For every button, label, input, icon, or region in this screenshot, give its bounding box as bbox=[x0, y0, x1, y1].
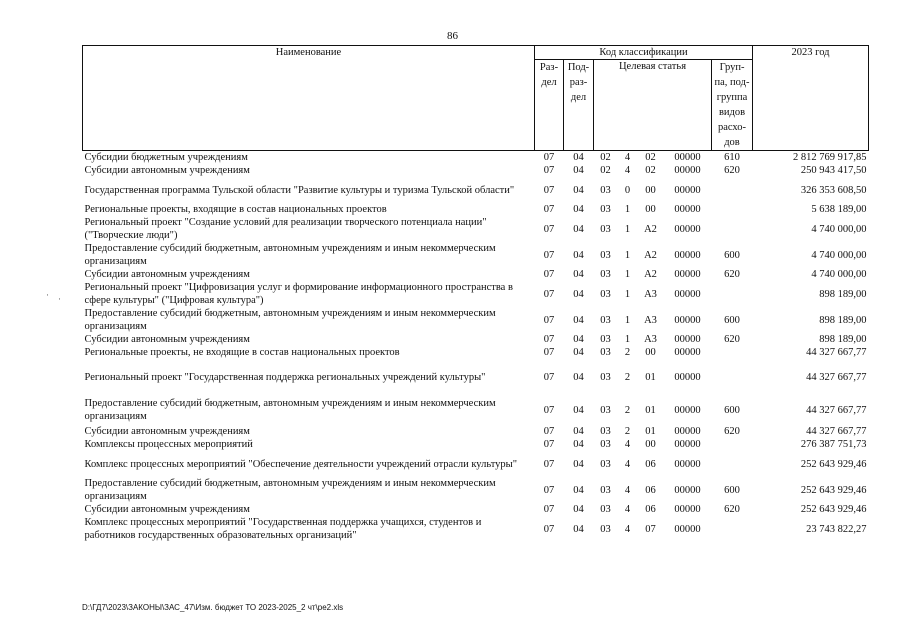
row-subprogram-code: 4 bbox=[624, 523, 631, 535]
row-event-code: А2 bbox=[644, 269, 657, 280]
row-podrazdel: 04 bbox=[573, 165, 584, 176]
row-program-code: 03 bbox=[600, 439, 611, 450]
header-name: Наименование bbox=[83, 46, 535, 151]
row-amount: 276 387 751,73 bbox=[800, 439, 867, 450]
row-expense-type: 620 bbox=[724, 426, 740, 437]
file-path-footer: D:\ГД7\2023\ЗАКОНЫ\ЗАС_47\Изм. бюджет ТО 2023-2025_2 чт\ре2.xls bbox=[82, 603, 344, 612]
row-direction-code: 00000 bbox=[674, 347, 701, 358]
table-row bbox=[83, 307, 869, 333]
row-program-code: 03 bbox=[600, 184, 611, 196]
row-program-code: 03 bbox=[600, 249, 611, 261]
row-subprogram-code: 4 bbox=[624, 439, 631, 450]
row-subprogram-code: 4 bbox=[624, 484, 631, 496]
row-subprogram-code: 0 bbox=[624, 184, 631, 196]
row-name: Субсидии бюджетным учреждениям bbox=[84, 152, 248, 163]
row-razdel: 07 bbox=[543, 371, 555, 383]
row-podrazdel: 04 bbox=[573, 184, 584, 196]
row-name: Предоставление субсидий бюджетным, автономным учреждениям и иным некоммерческим организациям bbox=[84, 243, 496, 267]
row-subprogram-code: 1 bbox=[624, 249, 631, 261]
header-podrazdel: Под- раз- дел bbox=[564, 60, 594, 151]
header-code: Код классификации bbox=[535, 46, 753, 60]
row-program-code: 03 bbox=[600, 371, 611, 383]
page-number: 86 bbox=[447, 30, 458, 42]
row-direction-code: 00000 bbox=[674, 165, 701, 176]
row-podrazdel: 04 bbox=[573, 504, 584, 515]
row-event-code: 06 bbox=[645, 484, 656, 496]
row-podrazdel: 04 bbox=[573, 334, 584, 345]
row-program-code: 03 bbox=[600, 347, 611, 358]
row-podrazdel: 04 bbox=[573, 404, 584, 416]
row-direction-code: 00000 bbox=[674, 269, 701, 280]
row-amount: 252 643 929,46 bbox=[800, 504, 867, 515]
row-name: Региональный проект "Цифровизация услуг и формирование информационного пространства в сфере культуры" ("Цифровая культура") bbox=[84, 282, 513, 306]
row-event-code: 00 bbox=[645, 184, 656, 196]
row-podrazdel: 04 bbox=[573, 439, 584, 450]
row-razdel: 07 bbox=[543, 152, 555, 163]
row-name: Субсидии автономным учреждениям bbox=[84, 165, 250, 176]
table-row bbox=[83, 242, 869, 268]
row-amount: 4 740 000,00 bbox=[811, 223, 867, 235]
row-name: Предоставление субсидий бюджетным, автономным учреждениям и иным некоммерческим организациям bbox=[84, 308, 496, 332]
row-direction-code: 00000 bbox=[674, 223, 701, 235]
row-direction-code: 00000 bbox=[674, 204, 701, 215]
row-program-code: 03 bbox=[600, 223, 611, 235]
row-program-code: 02 bbox=[600, 165, 611, 176]
row-direction-code: 00000 bbox=[674, 426, 701, 437]
row-razdel: 07 bbox=[543, 165, 555, 176]
row-subprogram-code: 4 bbox=[624, 504, 631, 515]
row-direction-code: 00000 bbox=[674, 458, 701, 470]
row-amount: 44 327 667,77 bbox=[806, 426, 867, 437]
row-amount: 252 643 929,46 bbox=[800, 484, 867, 496]
row-expense-type bbox=[712, 438, 753, 451]
row-razdel: 07 bbox=[543, 347, 555, 358]
row-razdel: 07 bbox=[543, 404, 555, 416]
row-name: Региональный проект "Государственная поддержка региональных учреждений культуры" bbox=[84, 371, 486, 383]
row-amount: 44 327 667,77 bbox=[806, 347, 867, 358]
row-subprogram-code: 1 bbox=[624, 223, 631, 235]
header-group: Груп- па, под- группа видов расхо- дов bbox=[712, 60, 753, 151]
row-razdel: 07 bbox=[543, 523, 555, 535]
row-podrazdel: 04 bbox=[573, 458, 584, 470]
row-subprogram-code: 1 bbox=[624, 334, 631, 345]
row-direction-code: 00000 bbox=[674, 404, 701, 416]
row-program-code: 03 bbox=[600, 484, 611, 496]
row-podrazdel: 04 bbox=[573, 223, 584, 235]
row-program-code: 03 bbox=[600, 269, 611, 280]
table-row bbox=[83, 395, 869, 425]
row-amount: 2 812 769 917,85 bbox=[793, 152, 867, 163]
row-direction-code: 00000 bbox=[674, 314, 701, 326]
row-name: Предоставление субсидий бюджетным, автономным учреждениям и иным некоммерческим организациям bbox=[84, 398, 496, 422]
row-name: Субсидии автономным учреждениям bbox=[84, 334, 250, 345]
row-razdel: 07 bbox=[543, 204, 555, 215]
row-name: Комплекс процессных мероприятий "Обеспечение деятельности учреждений отрасли культуры" bbox=[84, 458, 518, 470]
row-direction-code: 00000 bbox=[674, 371, 701, 383]
row-subprogram-code: 2 bbox=[624, 371, 631, 383]
row-expense-type bbox=[712, 451, 753, 477]
row-program-code: 02 bbox=[600, 152, 611, 163]
row-event-code: 01 bbox=[645, 371, 656, 383]
row-razdel: 07 bbox=[543, 484, 555, 496]
table-row bbox=[83, 177, 869, 203]
row-amount: 5 638 189,00 bbox=[811, 204, 867, 215]
row-expense-type: 620 bbox=[724, 165, 740, 176]
row-razdel: 07 bbox=[543, 439, 555, 450]
table-row bbox=[83, 503, 869, 516]
row-program-code: 03 bbox=[600, 504, 611, 515]
row-amount: 4 740 000,00 bbox=[811, 269, 867, 280]
table-row bbox=[83, 359, 869, 395]
row-name: Комплекс процессных мероприятий "Государственная поддержка учащихся, студентов и работников государственных образовательных организаций" bbox=[84, 517, 482, 541]
row-direction-code: 00000 bbox=[674, 504, 701, 515]
row-razdel: 07 bbox=[543, 504, 555, 515]
row-amount: 44 327 667,77 bbox=[806, 371, 867, 383]
row-amount: 898 189,00 bbox=[819, 314, 867, 326]
row-expense-type: 600 bbox=[724, 249, 740, 261]
row-name: Субсидии автономным учреждениям bbox=[84, 504, 250, 515]
row-program-code: 03 bbox=[600, 334, 611, 345]
row-expense-type: 600 bbox=[724, 314, 740, 326]
row-podrazdel: 04 bbox=[573, 314, 584, 326]
row-direction-code: 00000 bbox=[674, 484, 701, 496]
row-name: Предоставление субсидий бюджетным, автономным учреждениям и иным некоммерческим организациям bbox=[84, 478, 496, 502]
row-event-code: 01 bbox=[645, 404, 656, 416]
table-row bbox=[83, 438, 869, 451]
table-row bbox=[83, 425, 869, 438]
table-row bbox=[83, 203, 869, 216]
table-row bbox=[83, 516, 869, 542]
row-razdel: 07 bbox=[543, 249, 555, 261]
row-subprogram-code: 1 bbox=[624, 204, 631, 215]
budget-table bbox=[82, 45, 869, 542]
row-amount: 898 189,00 bbox=[819, 288, 867, 300]
row-podrazdel: 04 bbox=[573, 249, 584, 261]
row-event-code: А3 bbox=[644, 288, 657, 300]
row-event-code: 02 bbox=[645, 152, 656, 163]
table-row bbox=[83, 477, 869, 503]
row-podrazdel: 04 bbox=[573, 426, 584, 437]
table-row bbox=[83, 268, 869, 281]
table-row bbox=[83, 281, 869, 307]
row-razdel: 07 bbox=[543, 334, 555, 345]
row-program-code: 03 bbox=[600, 523, 611, 535]
row-razdel: 07 bbox=[543, 314, 555, 326]
row-program-code: 03 bbox=[600, 404, 611, 416]
table-row bbox=[83, 151, 869, 165]
row-program-code: 03 bbox=[600, 204, 611, 215]
row-amount: 44 327 667,77 bbox=[806, 404, 867, 416]
row-expense-type bbox=[712, 177, 753, 203]
row-direction-code: 00000 bbox=[674, 152, 701, 163]
row-podrazdel: 04 bbox=[573, 523, 584, 535]
header-razdel: Раз- дел bbox=[535, 60, 564, 151]
row-expense-type bbox=[712, 346, 753, 359]
table-row bbox=[83, 216, 869, 242]
row-event-code: А3 bbox=[644, 314, 657, 326]
row-subprogram-code: 4 bbox=[624, 152, 631, 163]
row-program-code: 03 bbox=[600, 426, 611, 437]
row-expense-type bbox=[712, 359, 753, 395]
row-razdel: 07 bbox=[543, 269, 555, 280]
row-direction-code: 00000 bbox=[674, 249, 701, 261]
row-event-code: 02 bbox=[645, 165, 656, 176]
row-amount: 23 743 822,27 bbox=[806, 523, 867, 535]
row-subprogram-code: 2 bbox=[624, 347, 631, 358]
row-direction-code: 00000 bbox=[674, 334, 701, 345]
row-event-code: А3 bbox=[644, 334, 657, 345]
row-name: Региональные проекты, входящие в состав национальных проектов bbox=[84, 204, 387, 215]
row-razdel: 07 bbox=[543, 288, 555, 300]
row-direction-code: 00000 bbox=[674, 288, 701, 300]
row-podrazdel: 04 bbox=[573, 204, 584, 215]
row-razdel: 07 bbox=[543, 426, 555, 437]
row-event-code: А2 bbox=[644, 223, 657, 235]
margin-mark: · bbox=[58, 294, 61, 304]
row-subprogram-code: 2 bbox=[624, 426, 631, 437]
row-name: Региональные проекты, не входящие в состав национальных проектов bbox=[84, 347, 400, 358]
row-program-code: 03 bbox=[600, 314, 611, 326]
header-year: 2023 год bbox=[753, 46, 869, 151]
row-amount: 252 643 929,46 bbox=[800, 458, 867, 470]
row-program-code: 03 bbox=[600, 288, 611, 300]
row-subprogram-code: 1 bbox=[624, 269, 631, 280]
row-event-code: 07 bbox=[645, 523, 656, 535]
row-direction-code: 00000 bbox=[674, 184, 701, 196]
row-podrazdel: 04 bbox=[573, 269, 584, 280]
row-expense-type: 620 bbox=[724, 269, 740, 280]
row-event-code: 06 bbox=[645, 458, 656, 470]
row-name: Государственная программа Тульской области "Развитие культуры и туризма Тульской области" bbox=[84, 184, 515, 196]
row-amount: 898 189,00 bbox=[819, 334, 867, 345]
row-amount: 4 740 000,00 bbox=[811, 249, 867, 261]
row-expense-type bbox=[712, 203, 753, 216]
row-podrazdel: 04 bbox=[573, 371, 584, 383]
row-name: Региональный проект "Создание условий для реализации творческого потенциала нации" ("Творческие люди") bbox=[84, 217, 487, 241]
row-podrazdel: 04 bbox=[573, 288, 584, 300]
row-razdel: 07 bbox=[543, 184, 555, 196]
row-amount: 326 353 608,50 bbox=[800, 184, 867, 196]
header-target-body bbox=[594, 86, 712, 151]
row-subprogram-code: 1 bbox=[624, 314, 631, 326]
row-direction-code: 00000 bbox=[674, 439, 701, 450]
margin-mark: · bbox=[46, 290, 49, 300]
row-direction-code: 00000 bbox=[674, 523, 701, 535]
row-event-code: 00 bbox=[645, 439, 656, 450]
row-podrazdel: 04 bbox=[573, 347, 584, 358]
row-expense-type: 610 bbox=[724, 152, 740, 163]
row-event-code: 01 bbox=[645, 426, 656, 437]
row-subprogram-code: 4 bbox=[624, 458, 631, 470]
table-row bbox=[83, 164, 869, 177]
row-program-code: 03 bbox=[600, 458, 611, 470]
table-row bbox=[83, 346, 869, 359]
row-subprogram-code: 2 bbox=[624, 404, 631, 416]
row-podrazdel: 04 bbox=[573, 152, 584, 163]
table-body bbox=[83, 151, 869, 543]
row-podrazdel: 04 bbox=[573, 484, 584, 496]
row-expense-type: 620 bbox=[724, 334, 740, 345]
row-expense-type bbox=[712, 216, 753, 242]
row-name: Субсидии автономным учреждениям bbox=[84, 269, 250, 280]
row-event-code: 06 bbox=[645, 504, 656, 515]
row-expense-type bbox=[712, 516, 753, 542]
row-expense-type: 600 bbox=[724, 484, 740, 496]
row-name: Комплексы процессных мероприятий bbox=[84, 439, 253, 450]
row-expense-type: 600 bbox=[724, 404, 740, 416]
header-target: Целевая статья bbox=[594, 60, 712, 87]
row-event-code: 00 bbox=[645, 347, 656, 358]
table-row bbox=[83, 333, 869, 346]
row-subprogram-code: 4 bbox=[624, 165, 631, 176]
row-subprogram-code: 1 bbox=[624, 288, 631, 300]
row-amount: 250 943 417,50 bbox=[800, 165, 867, 176]
row-name: Субсидии автономным учреждениям bbox=[84, 426, 250, 437]
row-razdel: 07 bbox=[543, 223, 555, 235]
table-row bbox=[83, 451, 869, 477]
row-event-code: 00 bbox=[645, 204, 656, 215]
row-razdel: 07 bbox=[543, 458, 555, 470]
row-event-code: А2 bbox=[644, 249, 657, 261]
row-expense-type: 620 bbox=[724, 504, 740, 515]
row-expense-type bbox=[712, 281, 753, 307]
